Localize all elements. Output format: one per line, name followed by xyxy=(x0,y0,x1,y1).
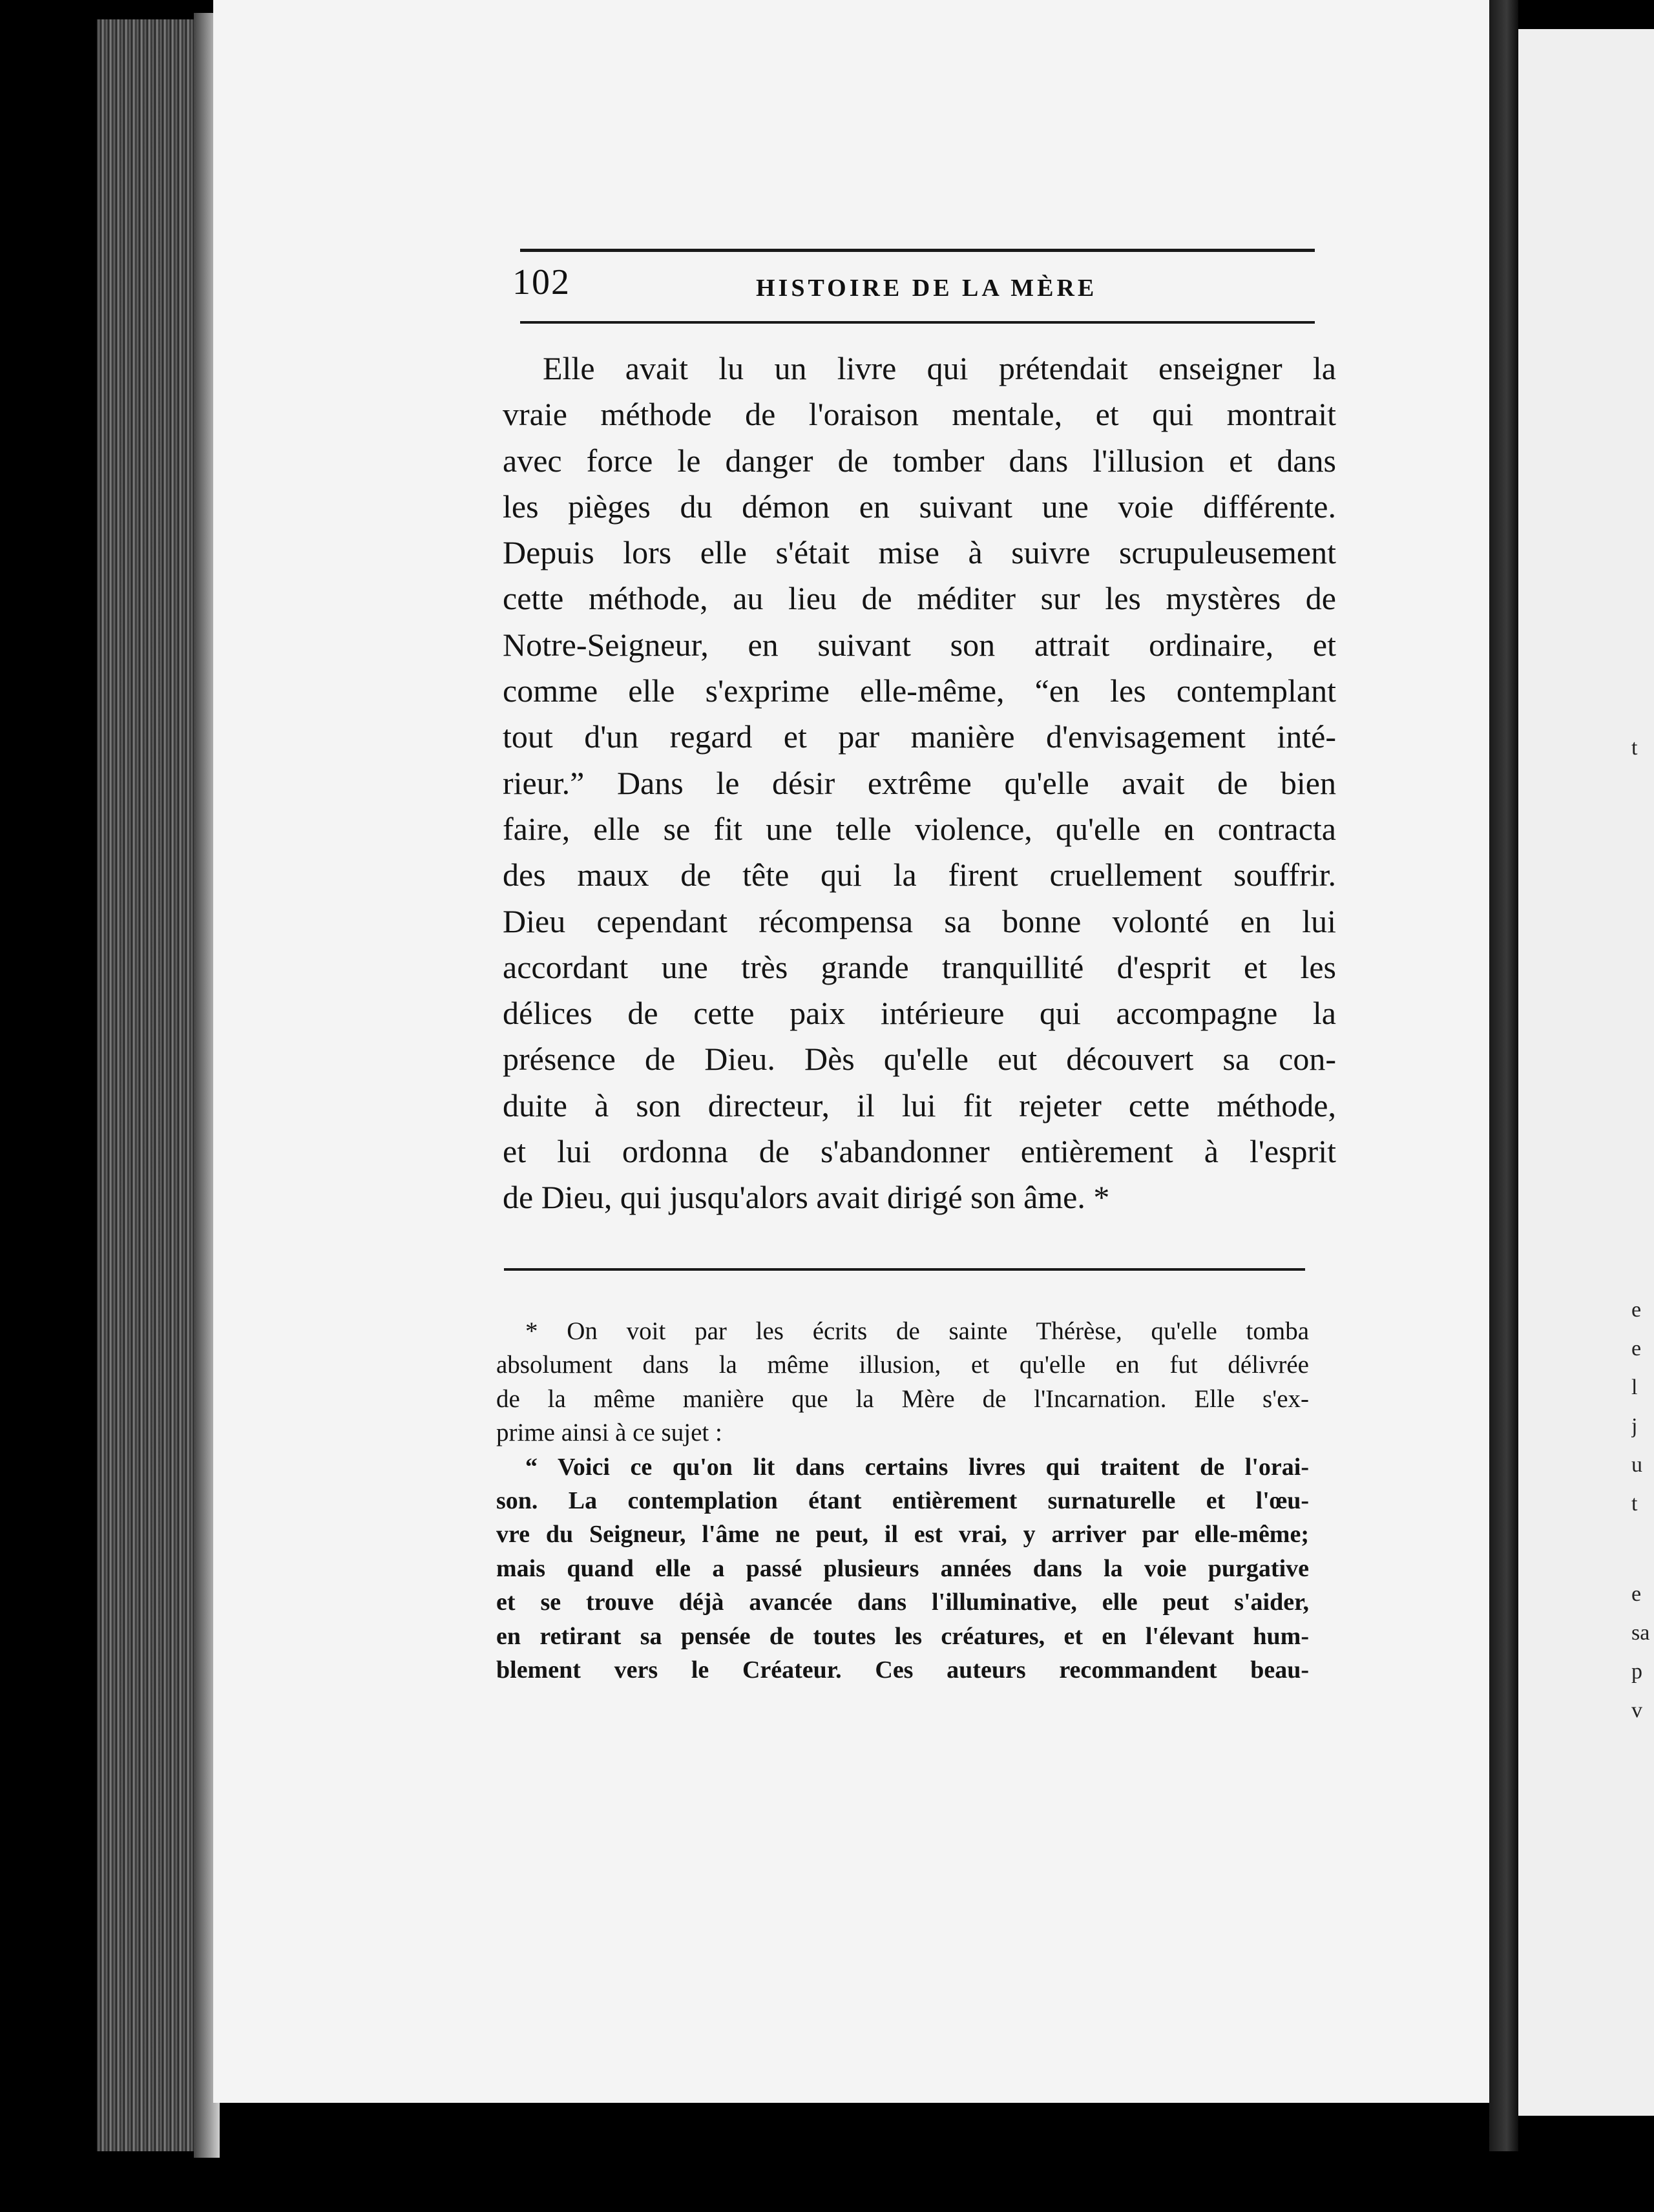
quote-line: en retirant sa pensée de toutes les créatures, et en l'élevant hum- xyxy=(496,1622,1309,1650)
body-line: rieur.” Dans le désir extrême qu'elle avait de bien xyxy=(503,764,1336,801)
quote-line: et se trouve déjà avancée dans l'illuminative, elle peut s'aider, xyxy=(496,1589,1309,1616)
body-line: Elle avait lu un livre qui prétendait enseigner la xyxy=(543,350,1336,386)
body-line: Dieu cependant récompensa sa bonne volonté en lui xyxy=(503,903,1336,939)
body-line: cette méthode, au lieu de méditer sur les mystères de xyxy=(503,580,1336,617)
footnote-line: * On voit par les écrits de sainte Thérèse, qu'elle tomba xyxy=(525,1317,1309,1345)
quote-line: “ Voici ce qu'on lit dans certains livres qui traitent de l'orai- xyxy=(525,1453,1309,1481)
body-line: des maux de tête qui la firent cruellement souffrir. xyxy=(503,857,1336,893)
facing-page-fragment: u xyxy=(1631,1453,1642,1477)
body-line: et lui ordonna de s'abandonner entièrement à l'esprit xyxy=(503,1133,1336,1170)
facing-page-fragment: p xyxy=(1631,1660,1642,1684)
quote-line: mais quand elle a passé plusieurs années dans la voie purgative xyxy=(496,1554,1309,1582)
body-paragraph xyxy=(503,346,1336,1221)
header-rule-top xyxy=(520,249,1315,252)
body-line: faire, elle se fit une telle violence, qu'elle en contracta xyxy=(503,810,1336,847)
page-number: 102 xyxy=(512,262,571,302)
facing-page xyxy=(1518,29,1654,2116)
running-title: HISTOIRE DE LA MÈRE xyxy=(756,275,1098,302)
body-line: tout d'un regard et par manière d'envisagement inté- xyxy=(503,718,1336,755)
footnote-quote xyxy=(496,1450,1309,1687)
body-line: comme elle s'exprime elle-même, “en les contemplant xyxy=(503,673,1336,709)
footnote-separator xyxy=(504,1268,1305,1271)
footnote xyxy=(496,1315,1309,1687)
facing-page-fragment: j xyxy=(1631,1414,1638,1438)
quote-line: blement vers le Créateur. Ces auteurs recommandent beau- xyxy=(496,1656,1309,1684)
facing-page-fragment: t xyxy=(1631,736,1638,760)
facing-page-edge xyxy=(1489,0,1518,2151)
facing-page-fragment: l xyxy=(1631,1375,1638,1399)
facing-page-fragment: e xyxy=(1631,1337,1642,1361)
quote-line: son. La contemplation étant entièrement surnaturelle et l'œu- xyxy=(496,1487,1309,1515)
body-line: Notre-Seigneur, en suivant son attrait ordinaire, et xyxy=(503,626,1336,663)
header-rule-bottom xyxy=(520,321,1315,324)
body-line: vraie méthode de l'oraison mentale, et qui montrait xyxy=(503,396,1336,433)
body-line: de Dieu, qui jusqu'alors avait dirigé son âme. * xyxy=(503,1179,1110,1216)
footnote-line: de la même manière que la Mère de l'Incarnation. Elle s'ex- xyxy=(496,1384,1309,1413)
facing-page-fragment: v xyxy=(1631,1698,1642,1722)
body-line: les pièges du démon en suivant une voie différente. xyxy=(503,488,1336,525)
body-line: duite à son directeur, il lui fit rejeter cette méthode, xyxy=(503,1087,1336,1123)
facing-page-fragment: t xyxy=(1631,1492,1638,1516)
footnote-line: prime ainsi à ce sujet : xyxy=(496,1419,722,1447)
facing-page-fragment: e xyxy=(1631,1298,1642,1322)
body-line: présence de Dieu. Dès qu'elle eut découvert sa con- xyxy=(503,1041,1336,1078)
body-line: avec force le danger de tomber dans l'illusion et dans xyxy=(503,442,1336,479)
facing-page-fragment: e xyxy=(1631,1582,1642,1606)
body-line: délices de cette paix intérieure qui accompagne la xyxy=(503,995,1336,1032)
facing-page-fragment: sa xyxy=(1631,1621,1650,1645)
quote-line: vre du Seigneur, l'âme ne peut, il est vrai, y arriver par elle-même; xyxy=(496,1521,1309,1549)
body-line: Depuis lors elle s'était mise à suivre scrupuleusement xyxy=(503,534,1336,571)
body-line: accordant une très grande tranquillité d'esprit et les xyxy=(503,948,1336,985)
footnote-line: absolument dans la même illusion, et qu'elle en fut délivrée xyxy=(496,1351,1309,1379)
